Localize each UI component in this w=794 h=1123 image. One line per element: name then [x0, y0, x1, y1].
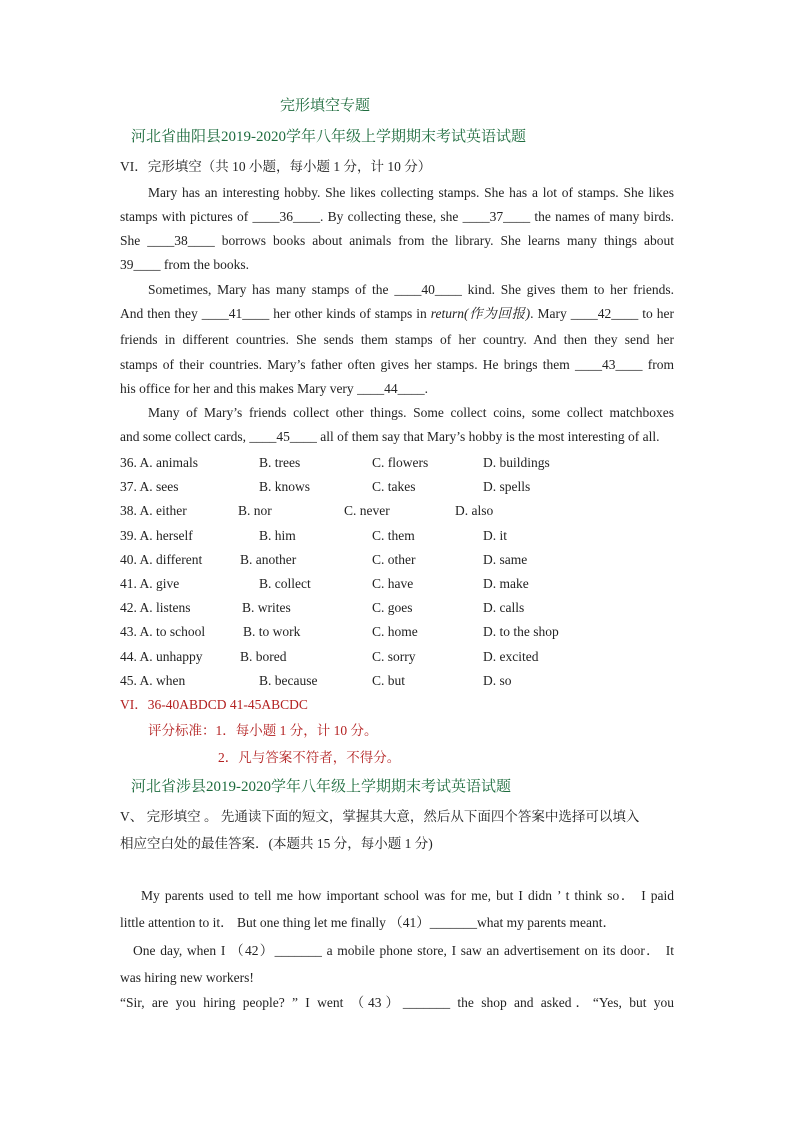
passage2-line: One day, when I （42）_______ a mobile phone store, I saw an advertisement on its door． It [133, 943, 674, 958]
passage-text: And then they [120, 306, 202, 321]
question-option: D. spells [483, 479, 531, 495]
passage-line [120, 380, 428, 398]
passage-text: from [642, 357, 674, 372]
passage-text: from the books. [160, 257, 249, 272]
question-option: B. writes [242, 600, 291, 616]
passage2-line: little attention to it． But one thing let me finally （41）_______what my parents meant． [120, 915, 617, 930]
passage-text: . [424, 381, 428, 396]
passage-text: borrows books about animals from the library. She learns many things about [214, 233, 674, 248]
blank: ____41____ [201, 306, 270, 321]
italic-note: return(作为回报) [430, 306, 531, 321]
blank: ____42____ [570, 306, 639, 321]
passage-text: the names of many birds. [530, 209, 674, 224]
question-option: C. home [372, 624, 418, 640]
passage-text: his office for her and this makes Mary very [120, 381, 358, 396]
question-option: D. also [455, 503, 494, 519]
blank: 39____ [120, 257, 161, 272]
blank: ____40____ [394, 282, 462, 297]
question-option-a: 41. A. give [120, 576, 180, 591]
passage-text: Many of Mary’s friends collect other things. Some collect coins, some collect matchboxes [148, 405, 674, 420]
passage-line [148, 281, 674, 299]
question-option: C. never [344, 503, 390, 519]
question-option: B. knows [259, 479, 311, 495]
question-option: B. him [259, 527, 296, 543]
section1-part-label: VI．完形填空（共 10 小题，每小题 1 分，计 10 分） [120, 159, 432, 174]
question-option: D. buildings [483, 455, 550, 470]
passage-line [120, 428, 660, 446]
question-option-a: 42. A. listens [120, 600, 191, 616]
question-option-a: 36. A. animals [120, 455, 198, 470]
question-option: C. sorry [372, 648, 416, 664]
section2-heading: 河北省涉县2019-2020学年八年级上学期期末考试英语试题 [131, 779, 511, 795]
question-option-a: 37. A. sees [120, 479, 179, 495]
passage2-line: “Sir, are you hiring people? ” I went （43）_______ the shop and asked．“Yes, but you [120, 995, 674, 1010]
blank: ____37____ [462, 209, 531, 224]
question-option-a: 40. A. different [120, 551, 203, 567]
question-option-a: 43. A. to school [120, 624, 206, 640]
question-option: C. takes [372, 479, 416, 495]
passage-line [120, 256, 249, 274]
passage-text: . By collecting these, she [319, 209, 463, 224]
passage-text: Sometimes, Mary has many stamps of the [148, 282, 395, 297]
section1-heading: 河北省曲阳县2019-2020学年八年级上学期期末考试英语试题 [131, 129, 526, 145]
question-option: D. calls [483, 600, 525, 616]
question-option: C. goes [372, 600, 413, 616]
section1-answer-key: VI．36-40ABDCD 41-45ABCDC [120, 697, 308, 712]
passage-text: stamps with pictures of [120, 209, 253, 224]
question-option: B. nor [238, 503, 272, 519]
question-option-a: 45. A. when [120, 672, 186, 688]
passage-text: She [120, 233, 148, 248]
question-option: D. make [483, 576, 529, 591]
passage-line [120, 305, 674, 323]
blank: ____44____ [357, 381, 425, 396]
page-title: 完形填空专题 [280, 98, 371, 114]
passage-text: kind. She gives them to her friends. [461, 282, 674, 297]
blank: ____43____ [575, 357, 643, 372]
question-option-a: 39. A. herself [120, 527, 193, 543]
passage-line [148, 404, 674, 422]
passage-line [120, 331, 674, 349]
passage2-line: was hiring new workers! [120, 970, 254, 985]
passage-line [120, 232, 674, 250]
blank: ____38____ [147, 233, 215, 248]
question-option: B. collect [259, 576, 311, 591]
question-option: D. it [483, 527, 508, 543]
question-option: B. because [259, 672, 318, 688]
question-option: C. have [372, 576, 414, 591]
passage-text: to her [638, 306, 674, 321]
question-option: D. to the shop [483, 624, 559, 640]
blank: ____45____ [249, 429, 317, 444]
scoring-rule-1: 评分标准：1．每小题 1 分，计 10 分。 [148, 723, 378, 738]
question-option: C. but [372, 672, 406, 688]
section2-part-line2: 相应空白处的最佳答案．(本题共 15 分，每小题 1 分) [120, 836, 433, 851]
question-option-a: 38. A. either [120, 503, 187, 519]
question-option: C. flowers [372, 455, 429, 470]
question-option-a: 44. A. unhappy [120, 648, 203, 664]
passage-text: Mary has an interesting hobby. She likes collecting stamps. She has a lot of stamps. She likes [148, 185, 674, 200]
question-option: B. another [240, 551, 297, 567]
passage-line [120, 356, 674, 374]
question-option: C. them [372, 527, 415, 543]
question-option: D. excited [483, 648, 539, 664]
passage-text: all of them say that Mary’s hobby is the most interesting of all. [316, 429, 660, 444]
passage-line [148, 184, 674, 202]
scoring-rule-2: 2．凡与答案不符者，不得分。 [218, 750, 401, 765]
passage-text: friends in different countries. She sends them stamps of her country. And then they send her [120, 332, 674, 347]
question-option: B. trees [259, 455, 301, 470]
passage-text: stamps of their countries. Mary’s father often gives her stamps. He brings them [120, 357, 576, 372]
question-option: B. bored [240, 648, 287, 664]
passage-text: and some collect cards, [120, 429, 250, 444]
passage2-line: My parents used to tell me how important school was for me, but I didn ’ t think so． I paid [141, 888, 674, 903]
question-option: B. to work [243, 624, 301, 640]
passage-text: her other kinds of stamps in [269, 306, 431, 321]
passage-text: . Mary [530, 306, 571, 321]
blank: ____36____ [252, 209, 320, 224]
section2-part-line1: V、 完形填空 。 先通读下面的短文，掌握其大意，然后从下面四个答案中选择可以填入 [120, 809, 640, 824]
passage-line [120, 208, 674, 226]
question-option: D. so [483, 672, 512, 688]
question-option: C. other [372, 551, 416, 567]
question-option: D. same [483, 551, 528, 567]
